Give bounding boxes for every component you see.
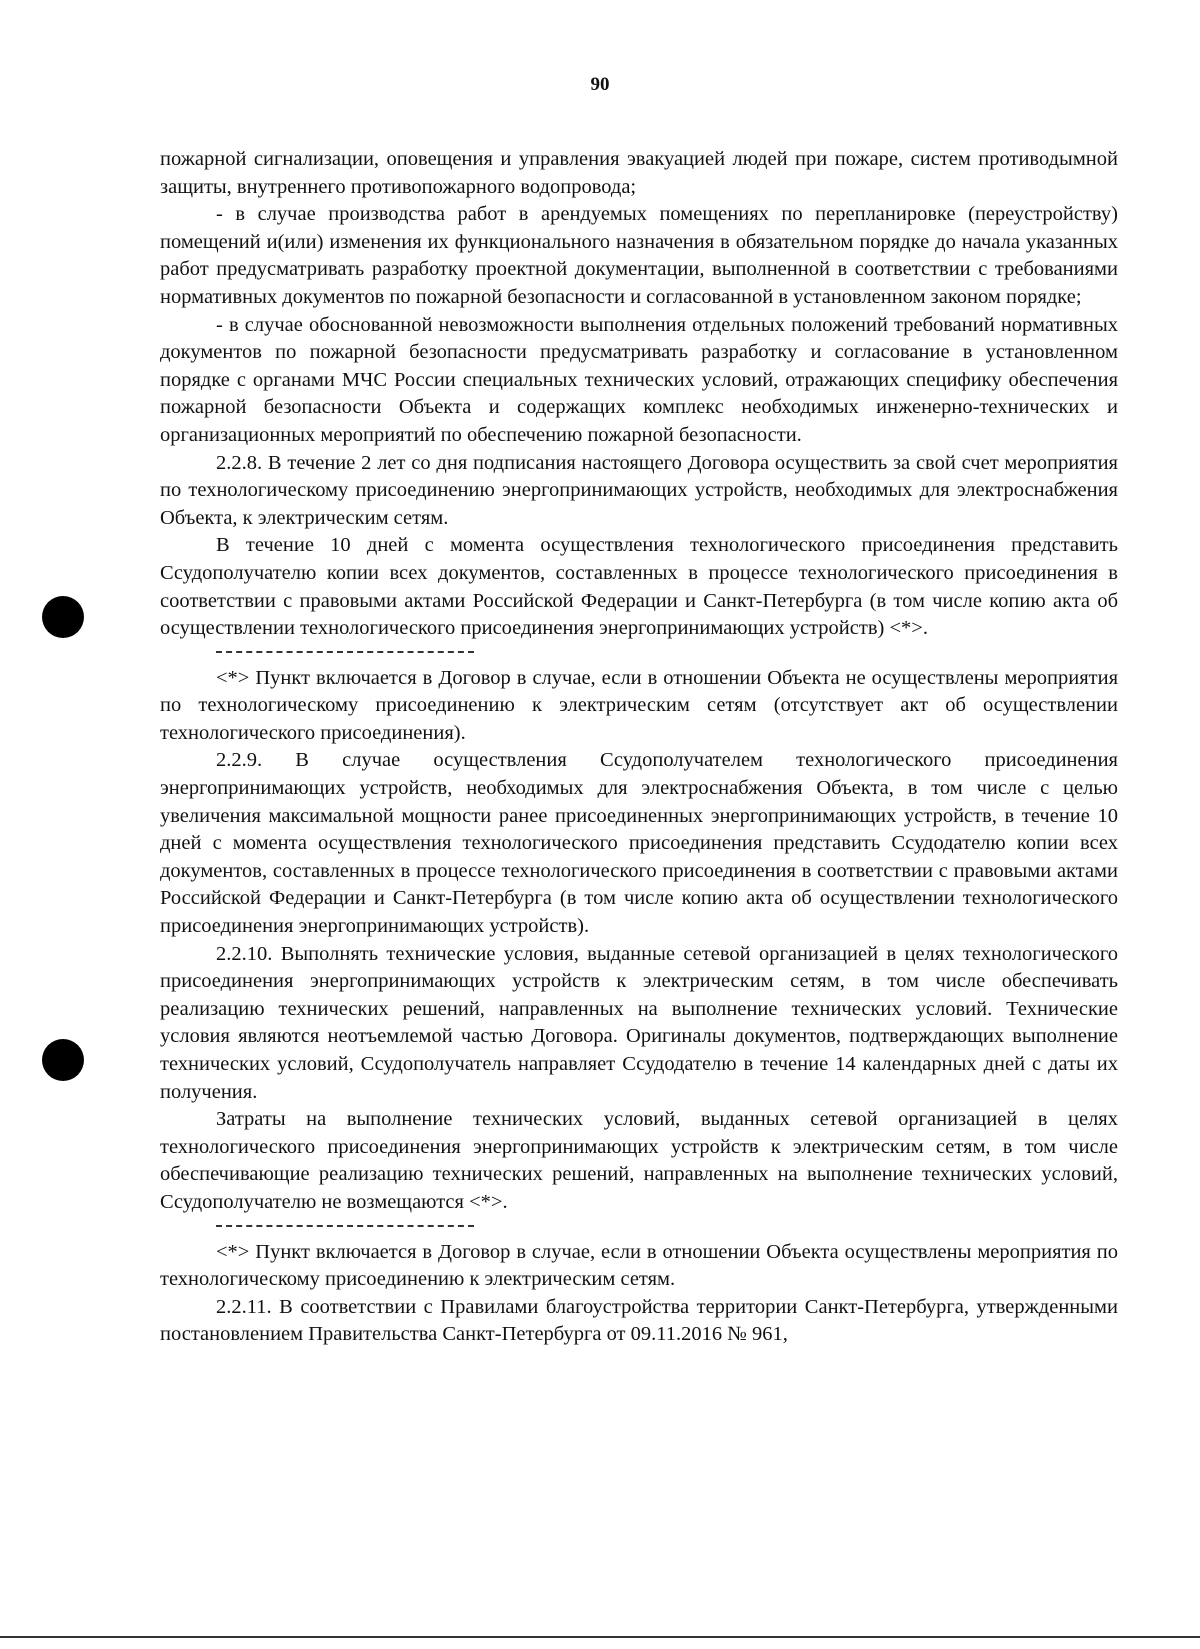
footnote-separator bbox=[160, 643, 1118, 665]
footnote-separator bbox=[160, 1217, 1118, 1239]
document-body bbox=[160, 146, 1118, 1349]
clause-2-2-11: 2.2.11. В соответствии с Правилами благоустройства территории Санкт-Петербурга, утвержденными постановлением Правительства Санкт-Петербурга от 09.11.2016 № 961, bbox=[160, 1295, 1118, 1346]
paragraph-documents-10-days: В течение 10 дней с момента осуществления технологического присоединения представить Ссудополучателю копии всех документов, составленных в процессе технологического присоединения в соответствии с правовыми актами Российской Федерации и Санкт-Петербурга (в том числе копию акта об осуществлении технологического присоединения энергопринимающих устройств) <*>. bbox=[160, 534, 1118, 640]
punch-hole-top bbox=[42, 596, 84, 638]
clause-2-2-8: 2.2.8. В течение 2 лет со дня подписания настоящего Договора осуществить за свой счет мероприятия по технологическому присоединению энергопринимающих устройств, необходимых для электроснабжения Объекта, к электрическим сетям. bbox=[160, 451, 1118, 529]
page-number: 90 bbox=[590, 74, 610, 95]
punch-hole-bottom bbox=[42, 1039, 84, 1081]
footnote-1: <*> Пункт включается в Договор в случае, если в отношении Объекта не осуществлены мероприятия по технологическому присоединению к электрическим сетям (отсутствует акт об осуществлении технологического присоединения). bbox=[160, 666, 1118, 744]
paragraph-costs: Затраты на выполнение технических условий, выданных сетевой организацией в целях технологического присоединения энергопринимающих устройств к электрическим сетям, в том числе обеспечивающие реализацию технических решений, направленных на выполнение технических условий, Ссудополучателю не возмещаются <*>. bbox=[160, 1108, 1118, 1213]
clause-2-2-10: 2.2.10. Выполнять технические условия, выданные сетевой организацией в целях технологического присоединения энергопринимающих устройств к электрическим сетям, в том числе обеспечивать реализацию технических решений, направленных на выполнение технических условий. Технические условия являются неотъемлемой частью Договора. Оригиналы документов, подтверждающих выполнение технических условий, Ссудополучатель направляет Ссудодателю в течение 14 календарных дней с даты их получения. bbox=[160, 942, 1118, 1103]
scan-edge-line bbox=[0, 1636, 1200, 1638]
paragraph-redevelopment: - в случае производства работ в арендуемых помещениях по перепланировке (переустройству) помещений и(или) изменения их функционального назначения в обязательном порядке до начала указанных работ предусматривать разработку проектной документации, выполненной в соответствии с требованиями нормативных документов по пожарной безопасности и согласованной в установленном законом порядке; bbox=[160, 203, 1118, 308]
clause-2-2-9: 2.2.9. В случае осуществления Ссудополучателем технологического присоединения энергопринимающих устройств, необходимых для электроснабжения Объекта, в том числе с целью увеличения максимальной мощности ранее присоединенных энергопринимающих устройств, в течение 10 дней с момента осуществления технологического присоединения представить Ссудодателю копии всех документов, составленных в процессе технологического присоединения в соответствии с правовыми актами Российской Федерации и Санкт-Петербурга (в том числе копию акта об осуществлении технологического присоединения энергопринимающих устройств). bbox=[160, 749, 1118, 938]
paragraph-special-conditions: - в случае обоснованной невозможности выполнения отдельных положений требований нормативных документов по пожарной безопасности предусматривать разработку и согласование в установленном порядке с органами МЧС России специальных технических условий, отражающих специфику обеспечения пожарной безопасности Объекта и содержащих комплекс необходимых инженерно-технических и организационных мероприятий по обеспечению пожарной безопасности. bbox=[160, 313, 1118, 446]
paragraph-fire-alarm-continuation: пожарной сигнализации, оповещения и управления эвакуацией людей при пожаре, систем противодымной защиты, внутреннего противопожарного водопровода; bbox=[160, 148, 1118, 198]
footnote-2: <*> Пункт включается в Договор в случае, если в отношении Объекта осуществлены мероприятия по технологическому присоединению к электрическим сетям. bbox=[160, 1240, 1118, 1291]
